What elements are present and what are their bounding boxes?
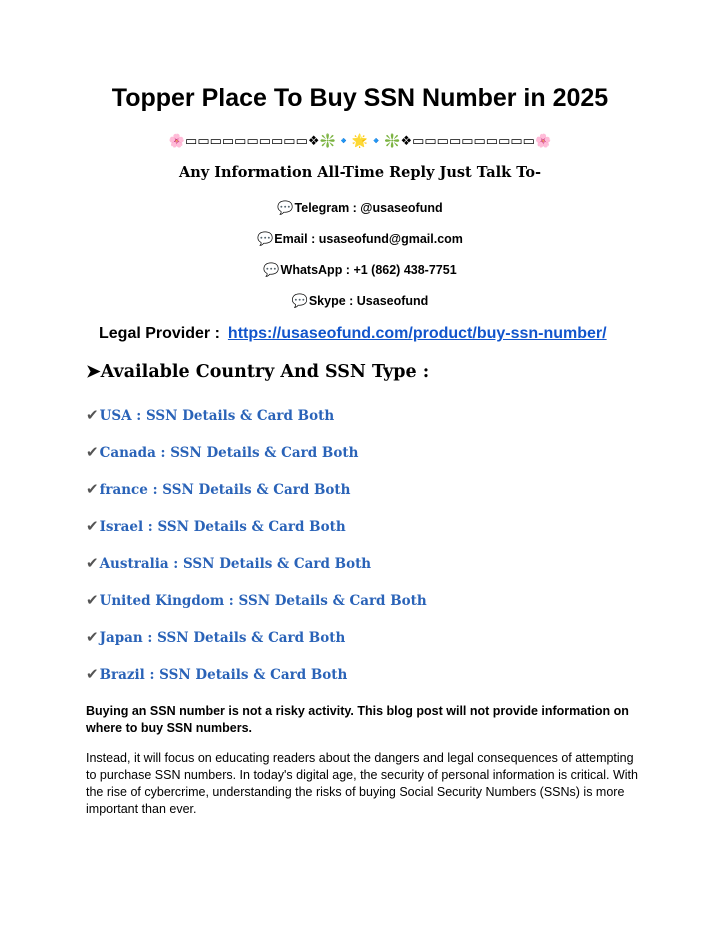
check-icon: ✔ (86, 591, 99, 609)
page-title: Topper Place To Buy SSN Number in 2025 (111, 84, 609, 112)
speech-bubble-icon: 💬 (257, 231, 274, 246)
country-item-brazil (86, 665, 347, 683)
body-paragraph: Instead, it will focus on educating readers about the dangers and legal consequences of attempting to purchase SSN numbers. In today's digital age, the security of personal information is critical. With the rise of cybercrime, understanding the risks of buying Social Security Numbers (SSNs) is more important than ever. (86, 751, 638, 816)
country-text: Israel : SSN Details & Card Both (99, 519, 346, 535)
country-text: france : SSN Details & Card Both (99, 482, 351, 498)
country-item-japan (86, 628, 345, 646)
contact-text: Telegram : @usaseofund (294, 201, 443, 215)
contact-text: Skype : Usaseofund (308, 294, 429, 308)
contact-email (0, 231, 720, 247)
decorative-divider: 🌸▭▭▭▭▭▭▭▭▭▭❖❇️🔹🌟🔹❇️❖▭▭▭▭▭▭▭▭▭▭🌸 (168, 133, 552, 148)
country-text: United Kingdom : SSN Details & Card Both (99, 593, 427, 609)
check-icon: ✔ (86, 443, 99, 461)
speech-bubble-icon: 💬 (277, 200, 294, 215)
contact-skype (0, 293, 720, 309)
country-text: Brazil : SSN Details & Card Both (99, 667, 348, 683)
check-icon: ✔ (86, 480, 99, 498)
contact-text: WhatsApp : +1 (862) 438-7751 (280, 263, 457, 277)
country-item-usa (86, 406, 334, 424)
country-item-australia (86, 554, 371, 572)
legal-provider-label: Legal Provider : (99, 325, 220, 342)
section-heading: ➤Available Country And SSN Type : (86, 362, 430, 382)
check-icon: ✔ (86, 665, 99, 683)
intro-paragraph: Buying an SSN number is not a risky activity. This blog post will not provide information on where to buy SSN numbers. (86, 704, 629, 735)
country-item-canada (86, 443, 358, 461)
speech-bubble-icon: 💬 (263, 262, 280, 277)
contact-telegram (0, 200, 720, 216)
legal-provider-link[interactable]: https://usaseofund.com/product/buy-ssn-number/ (227, 325, 607, 342)
contact-subheading: Any Information All-Time Reply Just Talk To- (178, 164, 542, 181)
country-text: USA : SSN Details & Card Both (99, 408, 335, 424)
check-icon: ✔ (86, 406, 99, 424)
country-item-israel (86, 517, 346, 535)
country-text: Canada : SSN Details & Card Both (99, 445, 359, 461)
legal-provider-line (99, 325, 607, 343)
country-item-united-kingdom (86, 591, 427, 609)
contact-text: Email : usaseofund@gmail.com (274, 232, 463, 246)
country-text: Australia : SSN Details & Card Both (99, 556, 372, 572)
check-icon: ✔ (86, 628, 99, 646)
country-text: Japan : SSN Details & Card Both (99, 630, 346, 646)
speech-bubble-icon: 💬 (291, 293, 308, 308)
check-icon: ✔ (86, 517, 99, 535)
check-icon: ✔ (86, 554, 99, 572)
contact-whatsapp (0, 262, 720, 278)
country-item-france (86, 480, 350, 498)
